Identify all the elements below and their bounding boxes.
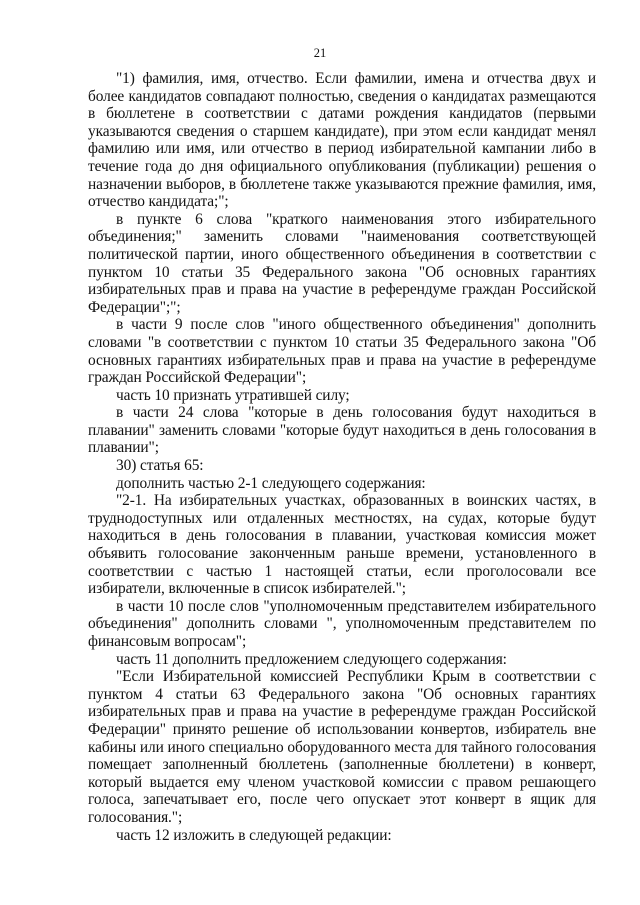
paragraph: "2-1. На избирательных участках, образованных в воинских частях, в труднодоступных или отдаленных местностях, на судах, которые будут находиться в день голосования в плавании, участковая комиссия может объявить голосование законченным раньше времени, установленного в соответствии с частью 1 настоящей статьи, если проголосовали все избиратели, включенные в список избирателей."; [88, 492, 596, 598]
paragraph: часть 12 изложить в следующей редакции: [116, 826, 392, 844]
paragraph: "Если Избирательной комиссией Республики Крым в соответствии с пунктом 4 статьи 63 Федерального закона "Об основных гарантиях избирательных прав и права на участие в референдуме граждан Российской Федерации" принято решение об использовании конвертов, избиратель вне кабины или иного специально оборудованного места для тайного голосования помещает заполненный бюллетень (заполненные бюллетени) в конверт, который выдается ему членом участковой комиссии с правом решающего голоса, запечатывает его, после чего опускает этот конверт в ящик для голосования."; [88, 668, 596, 826]
document-body [88, 70, 596, 844]
paragraph: часть 10 признать утратившей силу; [116, 386, 350, 404]
paragraph: 30) статья 65: [116, 457, 204, 475]
paragraph: в пункте 6 слова "краткого наименования этого избирательного объединения;" заменить словами "наименования соответствующей политической партии, иного общественного объединения в соответствии с пунктом 10 статьи 35 Федерального закона "Об основных гарантиях избирательных прав и права на участие в референдуме граждан Российской Федерации";"; [88, 210, 596, 316]
paragraph: в части 9 после слов "иного общественного объединения" дополнить словами "в соответствии с пунктом 10 статьи 35 Федерального закона "Об основных гарантиях избирательных прав и права на участие в референдуме граждан Российской Федерации"; [88, 316, 596, 387]
paragraph: часть 11 дополнить предложением следующего содержания: [116, 650, 507, 668]
paragraph: "1) фамилия, имя, отчество. Если фамилии, имена и отчества двух и более кандидатов совпадают полностью, сведения о кандидатах размещаются в бюллетене в соответствии с датами рождения кандидатов (первыми указываются сведения о старшем кандидате), при этом если кандидат менял фамилию или имя, или отчество в период избирательной кампании либо в течение года до дня официального опубликования (публикации) решения о назначении выборов, в бюллетене также указываются прежние фамилия, имя, отчество кандидата;"; [88, 70, 596, 211]
paragraph: в части 10 после слов "уполномоченным представителем избирательного объединения" дополнить словами ", уполномоченным представителем по финансовым вопросам"; [88, 597, 596, 650]
paragraph: дополнить частью 2-1 следующего содержания: [116, 474, 426, 492]
page-number: 21 [313, 46, 327, 60]
paragraph: в части 24 слова "которые в день голосования будут находиться в плавании" заменить словами "которые будут находиться в день голосования в плавании"; [88, 404, 596, 457]
